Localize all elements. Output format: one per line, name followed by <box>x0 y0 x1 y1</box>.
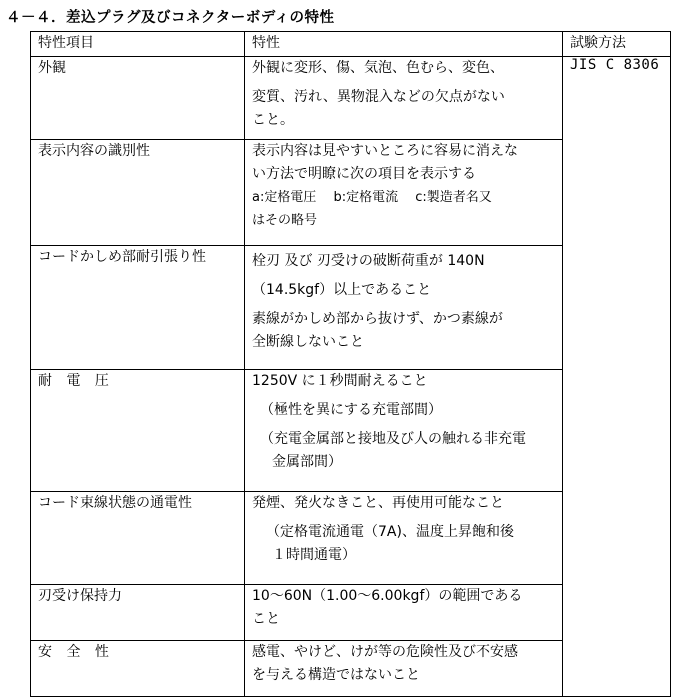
characteristic-line: 栓刃 及び 刃受けの破断荷重が 140N <box>252 253 485 269</box>
characteristic-line: 感電、やけど、けが等の危険性及び不安感 <box>252 644 518 660</box>
item-label: 安 全 性 <box>38 644 114 660</box>
characteristic-line: 10～60N（1.00～6.00kgf）の範囲である <box>252 588 523 604</box>
row-characteristic <box>245 246 563 370</box>
characteristic-line: （定格電流通電（7A)、温度上昇飽和後 <box>266 524 514 540</box>
item-label: 耐 電 圧 <box>38 373 114 389</box>
table-header-row <box>31 32 671 57</box>
header-characteristic: 特性 <box>245 32 563 57</box>
characteristic-line: はその略号 <box>252 213 318 228</box>
characteristic-line: を与える構造ではないこと <box>252 667 420 683</box>
header-test-method: 試験方法 <box>563 32 671 57</box>
characteristic-line: a:定格電圧 b:定格電流 c:製造者名又 <box>252 190 492 205</box>
characteristic-line: 外観に変形、傷、気泡、色むら、変色、 <box>252 60 504 76</box>
characteristic-line: い方法で明瞭に次の項目を表示する <box>252 166 476 182</box>
characteristic-line: こと。 <box>252 112 294 128</box>
row-characteristic <box>245 492 563 585</box>
row-item-safety <box>31 641 245 697</box>
row-item-contact-retention: 刃受け保持力 <box>31 585 245 641</box>
row-characteristic <box>245 641 563 697</box>
test-method-cell <box>563 57 671 697</box>
section-heading: ４－４．差込プラグ及びコネクターボディの特性 <box>6 10 335 26</box>
characteristic-line: 素線がかしめ部から抜けず、かつ素線が <box>252 311 503 327</box>
row-characteristic <box>245 585 563 641</box>
characteristic-line: （充電金属部と接地及び人の触れる非充電 <box>260 431 526 447</box>
characteristic-line: （14.5kgf）以上であること <box>252 282 432 298</box>
characteristic-line: こと <box>252 611 280 627</box>
row-item-crimp-tensile: コードかしめ部耐引張り性 <box>31 246 245 370</box>
row-characteristic <box>245 370 563 492</box>
characteristic-line: （極性を異にする充電部間） <box>260 402 442 418</box>
characteristic-line: 金属部間） <box>272 454 342 470</box>
characteristic-line: 変質、汚れ、異物混入などの欠点がない <box>252 89 505 105</box>
characteristic-line: １時間通電） <box>272 547 356 563</box>
characteristic-line: 1250V に１秒間耐えること <box>252 373 428 389</box>
row-item-marking: 表示内容の識別性 <box>31 140 245 246</box>
row-characteristic <box>245 140 563 246</box>
characteristic-line: 全断線しないこと <box>252 334 364 350</box>
row-item-withstand-voltage <box>31 370 245 492</box>
row-item-bundled-current: コード束線状態の通電性 <box>31 492 245 585</box>
row-item-appearance: 外観 <box>31 57 245 140</box>
row-characteristic <box>245 57 563 140</box>
header-item: 特性項目 <box>31 32 245 57</box>
characteristics-table <box>30 31 671 697</box>
test-method-value: JIS C 8306 <box>570 57 660 73</box>
characteristic-line: 表示内容は見やすいところに容易に消えな <box>252 143 518 159</box>
characteristic-line: 発煙、発火なきこと、再使用可能なこと <box>252 495 504 511</box>
table-row <box>31 57 671 140</box>
